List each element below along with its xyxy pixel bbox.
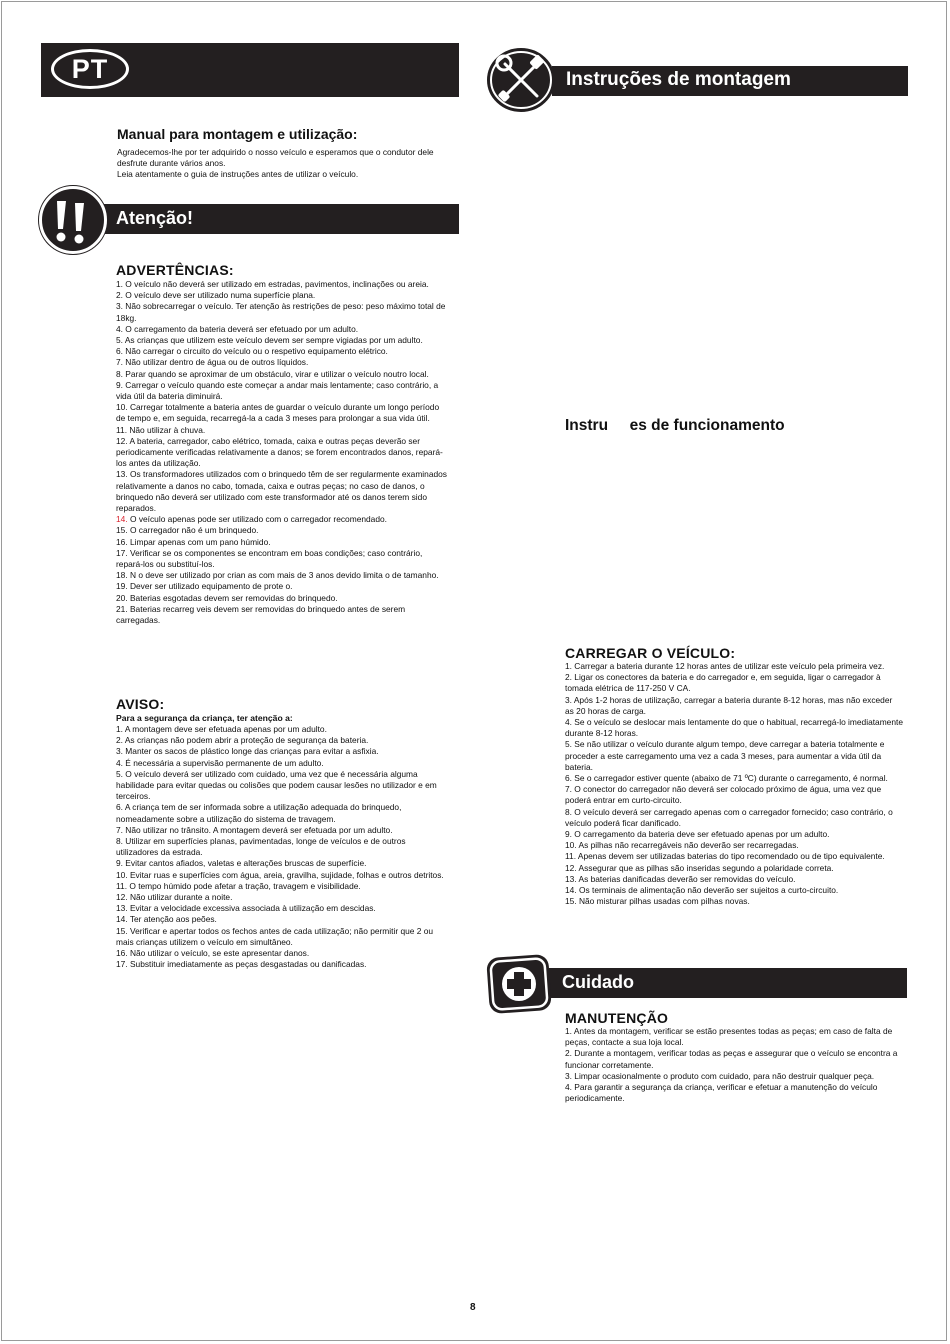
- carregar-title: CARREGAR O VEÍCULO:: [565, 645, 736, 661]
- list-item: 13. As baterias danificadas deverão ser removidas do veículo.: [565, 873, 796, 884]
- language-header-bar: [41, 43, 459, 97]
- list-item: 9. Carregar o veículo quando este começar a andar mais lentamente; caso contrário, a vida útil da bateria diminuirá.: [116, 379, 439, 402]
- montagem-title: Instruções de montagem: [566, 69, 791, 90]
- list-item: 10. Carregar totalmente a bateria antes de guardar o veículo durante um longo período de tempo e, em seguida, recarregá-la a cada 3 meses para prolongar a sua vida útil.: [116, 402, 440, 424]
- attention-bar: [100, 204, 459, 234]
- list-item: 4. É necessária a supervisão permanente de um adulto.: [116, 757, 324, 768]
- warning-icon: [39, 186, 107, 254]
- cuidado-bar: [547, 968, 907, 998]
- list-item: 8. O veículo deverá ser carregado apenas com o carregador fornecido; caso contrário, o veículo poderá ficar danificado.: [565, 806, 893, 828]
- montagem-bar: [552, 66, 908, 96]
- list-item: 13. Os transformadores utilizados com o brinquedo têm de ser regularmente examinados relativamente a danos no cabo, tomada, caixa e outras peças; no caso de danos, o brinquedo não deverá ser utilizado com este transformador até os danos terem sido reparados.: [116, 469, 447, 514]
- list-item: 3. Não sobrecarregar o veículo. Ter atenção às restrições de peso: peso máximo total de 18kg.: [116, 301, 446, 323]
- list-item: 2. O veículo deve ser utilizado numa superfície plana.: [116, 290, 316, 301]
- list-item: 1. A montagem deve ser efetuada apenas por um adulto.: [116, 724, 327, 734]
- list-item: 2. Durante a montagem, verificar todas as peças e assegurar que o veículo se encontra a funcionar corretamente.: [565, 1048, 898, 1070]
- language-badge: PT: [51, 49, 129, 89]
- list-item: 12. Não utilizar durante a noite.: [116, 892, 233, 903]
- list-item: 17. Substituir imediatamente as peças desgastadas ou danificadas.: [116, 959, 367, 970]
- list-item: 7. Não utilizar no trânsito. A montagem deverá ser efetuada por um adulto.: [116, 824, 393, 835]
- list-item: 11. O tempo húmido pode afetar a tração, travagem e visibilidade.: [116, 880, 361, 891]
- list-item: 20. Baterias esgotadas devem ser removidas do brinquedo.: [116, 592, 338, 603]
- tools-icon: [485, 46, 557, 114]
- list-item: 8. Utilizar em superfícies planas, pavimentadas, longe de veículos e de outros utilizadores da estrada.: [116, 836, 406, 858]
- item-text: O veículo apenas pode ser utilizado com o carregador recomendado.: [127, 514, 387, 525]
- list-item: 2. As crianças não podem abrir a proteção de segurança da bateria.: [116, 735, 369, 746]
- advertencias-list: [116, 279, 450, 626]
- aviso-title: AVISO:: [116, 696, 165, 712]
- list-item: 15. Verificar e apertar todos os fechos antes de cada utilização; não permitir que 2 ou mais crianças utilizem o veículo em simultâneo.: [116, 925, 434, 947]
- first-aid-icon: [484, 950, 554, 1016]
- list-item: 5. Se não utilizar o veículo durante algum tempo, deve carregar a bateria totalmente e proceder a este carregamento uma vez a cada 3 meses, para aumentar a vida útil da bateria.: [565, 739, 885, 772]
- list-item: 1. Carregar a bateria durante 12 horas antes de utilizar este veículo pela primeira vez.: [565, 661, 885, 671]
- intro-line: Agradecemos-lhe por ter adquirido o nosso veículo e esperamos que o condutor dele desfrute durante vários anos.: [117, 147, 434, 169]
- manutencao-list: [565, 1026, 903, 1104]
- attention-title: Atenção!: [116, 208, 194, 228]
- list-item: 12. Assegurar que as pilhas são inseridas segundo a polaridade correta.: [565, 862, 834, 873]
- list-item: 2. Ligar os conectores da bateria e do carregador e, em seguida, ligar o carregador à tomada elétrica de 117-250 V CA.: [565, 672, 881, 694]
- manual-intro: [117, 147, 457, 181]
- list-item: 14. Os terminais de alimentação não deverão ser sujeitos a curto-circuito.: [565, 885, 839, 896]
- list-item: 3. Limpar ocasionalmente o produto com cuidado, para não destruir qualquer peça.: [565, 1070, 875, 1081]
- list-item: 3. Manter os sacos de plástico longe das crianças para evitar a asfixia.: [116, 746, 379, 757]
- list-item: 11. Apenas devem ser utilizadas baterias do tipo recomendado ou de tipo equivalente.: [565, 851, 885, 862]
- list-item: 15. Não misturar pilhas usadas com pilhas novas.: [565, 896, 750, 907]
- list-item: 10. Evitar ruas e superfícies com água, areia, gravilha, sujidade, folhas e outros detritos.: [116, 869, 444, 880]
- funcionamento-title: Instru es de funcionamento: [565, 417, 785, 434]
- list-item: 5. O veículo deverá ser utilizado com cuidado, uma vez que é necessária alguma habilidade para evitar quedas ou colisões que podem causar lesões no utilizador e em terceiros.: [116, 768, 437, 802]
- advertencias-title: ADVERTÊNCIAS:: [116, 262, 234, 278]
- manual-title: Manual para montagem e utilização:: [117, 126, 358, 142]
- list-item: 7. Não utilizar dentro de água ou de outros líquidos.: [116, 357, 309, 368]
- list-item: 1. O veículo não deverá ser utilizado em estradas, pavimentos, inclinações ou areia.: [116, 279, 429, 289]
- intro-line: Leia atentamente o guia de instruções antes de utilizar o veículo.: [117, 169, 359, 180]
- list-item: 7. O conector do carregador não deverá ser colocado próximo de água, uma vez que poderá entrar em curto-circuito.: [565, 784, 882, 806]
- list-item: 12. A bateria, carregador, cabo elétrico, tomada, caixa e outras peças deverão ser periodicamente verificadas relativamente a danos; se forem encontrados danos, repará-los antes da utilização.: [116, 435, 443, 469]
- list-item: 9. O carregamento da bateria deve ser efetuado apenas por um adulto.: [565, 829, 830, 840]
- list-item: [116, 514, 450, 525]
- list-item: 11. Não utilizar à chuva.: [116, 424, 206, 435]
- list-item: 9. Evitar cantos afiados, valetas e alterações bruscas de superfície.: [116, 858, 367, 869]
- item-number-highlight: 14.: [116, 514, 128, 525]
- list-item: 18. N o deve ser utilizado por crian as com mais de 3 anos devido limita o de tamanho.: [116, 570, 439, 581]
- list-item: 14. Ter atenção aos peões.: [116, 914, 217, 925]
- carregar-list: [565, 661, 903, 907]
- list-item: 8. Parar quando se aproximar de um obstáculo, virar e utilizar o veículo noutro local.: [116, 368, 429, 379]
- list-item: 16. Limpar apenas com um pano húmido.: [116, 536, 271, 547]
- list-item: 3. Após 1-2 horas de utilização, carregar a bateria durante 8-12 horas, mas não exceder as 20 horas de carga.: [565, 694, 893, 716]
- list-item: 5. As crianças que utilizem este veículo devem ser sempre vigiadas por um adulto.: [116, 335, 423, 346]
- list-item: 17. Verificar se os componentes se encontram em boas condições; caso contrário, repará-los ou substituí-los.: [116, 547, 423, 570]
- list-item: 13. Evitar a velocidade excessiva associada à utilização em descidas.: [116, 903, 376, 914]
- manutencao-title: MANUTENÇÃO: [565, 1010, 669, 1026]
- list-item: 15. O carregador não é um brinquedo.: [116, 525, 259, 536]
- cuidado-title: Cuidado: [562, 972, 634, 992]
- list-item: 16. Não utilizar o veículo, se este apresentar danos.: [116, 948, 310, 959]
- list-item: 6. Se o carregador estiver quente (abaixo de 71 ºC) durante o carregamento, é normal.: [565, 773, 888, 784]
- list-item: 6. Não carregar o circuito do veículo ou o respetivo equipamento elétrico.: [116, 346, 388, 357]
- aviso-list: [116, 724, 450, 970]
- list-item: 4. Se o veículo se deslocar mais lentamente do que o habitual, recarregá-lo imediatamente durante 8-12 horas.: [565, 717, 903, 739]
- list-item: 10. As pilhas não recarregáveis não deverão ser recarregadas.: [565, 840, 799, 851]
- list-item: 4. Para garantir a segurança da criança, verificar e efetuar a manutenção do veículo periodicamente.: [565, 1082, 878, 1104]
- page-number: 8: [470, 1302, 476, 1313]
- list-item: 19. Dever ser utilizado equipamento de prote o.: [116, 581, 293, 592]
- list-item: 6. A criança tem de ser informada sobre a utilização adequada do brinquedo, nomeadamente sobre a utilização do sistema de travagem.: [116, 802, 402, 824]
- list-item: 4. O carregamento da bateria deverá ser efetuado por um adulto.: [116, 323, 359, 334]
- aviso-subtitle: Para a segurança da criança, ter atenção a:: [116, 713, 293, 723]
- list-item: 21. Baterias recarreg veis devem ser removidas do brinquedo antes de serem carregadas.: [116, 603, 406, 626]
- list-item: 1. Antes da montagem, verificar se estão presentes todas as peças; em caso de falta de peças, contacte a sua loja local.: [565, 1026, 893, 1048]
